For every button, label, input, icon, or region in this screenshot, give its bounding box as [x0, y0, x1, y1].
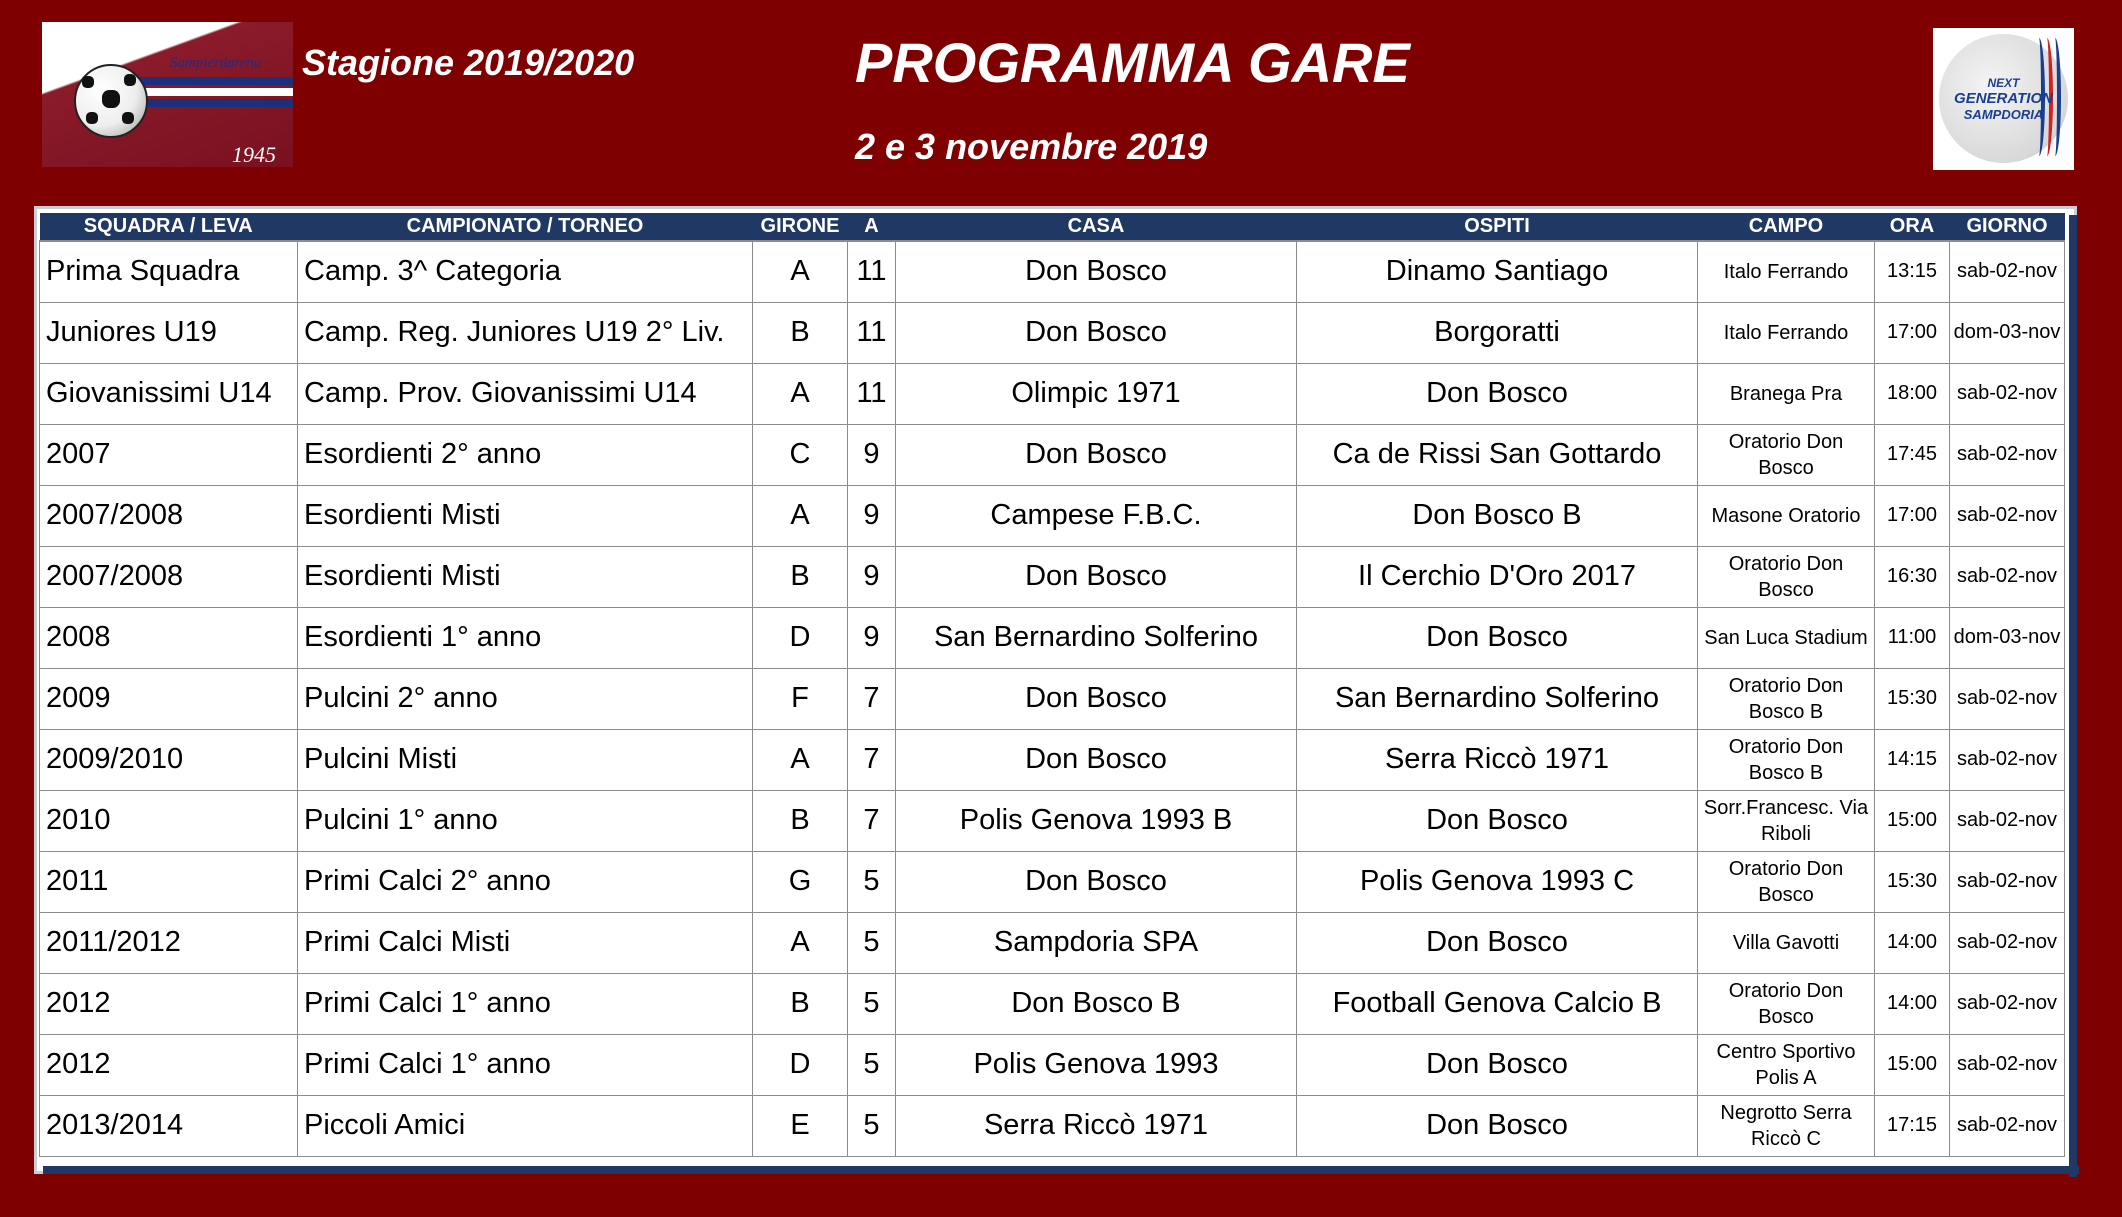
cell-a: 9 [848, 607, 896, 668]
cell-giorno: sab-02-nov [1950, 424, 2065, 485]
cell-a: 11 [848, 363, 896, 424]
cell-girone: G [753, 851, 848, 912]
club-logo [42, 22, 293, 167]
cell-campionato: Primi Calci 1° anno [298, 973, 753, 1034]
cell-girone: C [753, 424, 848, 485]
cell-ora: 17:15 [1875, 1095, 1950, 1156]
cell-squadra: 2011 [40, 851, 298, 912]
partner-logo [1933, 28, 2074, 170]
club-logo-script: Sampierdarena [170, 55, 262, 71]
cell-squadra: 2009 [40, 668, 298, 729]
cell-giorno: sab-02-nov [1950, 668, 2065, 729]
cell-casa: Sampdoria SPA [896, 912, 1297, 973]
table-row [40, 363, 2065, 424]
cell-girone: D [753, 607, 848, 668]
partner-logo-line2: GENERATION [1954, 90, 2053, 107]
cell-casa: Don Bosco [896, 668, 1297, 729]
cell-a: 9 [848, 424, 896, 485]
cell-casa: Don Bosco [896, 241, 1297, 302]
cell-casa: Don Bosco [896, 729, 1297, 790]
club-logo-stripe [122, 88, 293, 96]
cell-giorno: sab-02-nov [1950, 851, 2065, 912]
cell-a: 5 [848, 912, 896, 973]
cell-ospiti: Don Bosco [1297, 790, 1698, 851]
cell-ora: 17:45 [1875, 424, 1950, 485]
cell-campo: Oratorio Don Bosco B [1698, 729, 1875, 790]
cell-casa: Polis Genova 1993 [896, 1034, 1297, 1095]
cell-giorno: dom-03-nov [1950, 302, 2065, 363]
column-header-campo: CAMPO [1698, 213, 1875, 241]
table-row [40, 1034, 2065, 1095]
club-logo-year: 1945 [232, 142, 276, 167]
column-header-a: A [848, 213, 896, 241]
cell-ora: 15:30 [1875, 668, 1950, 729]
cell-campo: Oratorio Don Bosco [1698, 424, 1875, 485]
cell-campionato: Camp. Prov. Giovanissimi U14 [298, 363, 753, 424]
season-label: Stagione 2019/2020 [302, 42, 635, 83]
cell-ospiti: Don Bosco [1297, 607, 1698, 668]
partner-logo-line1: NEXT [1987, 76, 2020, 90]
cell-ora: 14:15 [1875, 729, 1950, 790]
club-logo-name: U.S. DON BOSCO [66, 28, 144, 58]
cell-campionato: Camp. Reg. Juniores U19 2° Liv. [298, 302, 753, 363]
cell-a: 9 [848, 546, 896, 607]
page-title: PROGRAMMA GARE [855, 31, 1410, 94]
cell-a: 5 [848, 1095, 896, 1156]
table-row [40, 424, 2065, 485]
cell-campionato: Camp. 3^ Categoria [298, 241, 753, 302]
cell-campionato: Esordienti Misti [298, 546, 753, 607]
cell-giorno: sab-02-nov [1950, 973, 2065, 1034]
cell-a: 7 [848, 668, 896, 729]
cell-squadra: 2010 [40, 790, 298, 851]
cell-squadra: 2008 [40, 607, 298, 668]
cell-a: 9 [848, 485, 896, 546]
cell-ora: 15:30 [1875, 851, 1950, 912]
cell-ospiti: Football Genova Calcio B [1297, 973, 1698, 1034]
cell-ospiti: San Bernardino Solferino [1297, 668, 1698, 729]
match-date: 2 e 3 novembre 2019 [855, 126, 1208, 167]
cell-squadra: 2011/2012 [40, 912, 298, 973]
cell-giorno: sab-02-nov [1950, 363, 2065, 424]
cell-giorno: sab-02-nov [1950, 729, 2065, 790]
cell-ora: 14:00 [1875, 973, 1950, 1034]
cell-girone: D [753, 1034, 848, 1095]
table-row [40, 790, 2065, 851]
table-row [40, 729, 2065, 790]
cell-casa: Don Bosco B [896, 973, 1297, 1034]
table-row [40, 1095, 2065, 1156]
cell-campo: Oratorio Don Bosco [1698, 546, 1875, 607]
cell-squadra: 2007/2008 [40, 485, 298, 546]
table-row [40, 302, 2065, 363]
cell-campionato: Esordienti 1° anno [298, 607, 753, 668]
table-row [40, 485, 2065, 546]
cell-giorno: sab-02-nov [1950, 546, 2065, 607]
cell-casa: Serra Riccò 1971 [896, 1095, 1297, 1156]
column-header-casa: CASA [896, 213, 1297, 241]
cell-ora: 17:00 [1875, 302, 1950, 363]
cell-campo: San Luca Stadium [1698, 607, 1875, 668]
cell-giorno: dom-03-nov [1950, 607, 2065, 668]
table-row [40, 546, 2065, 607]
cell-squadra: 2007 [40, 424, 298, 485]
cell-girone: B [753, 546, 848, 607]
table-row [40, 607, 2065, 668]
cell-campo: Centro Sportivo Polis A [1698, 1034, 1875, 1095]
cell-a: 11 [848, 302, 896, 363]
cell-ospiti: Il Cerchio D'Oro 2017 [1297, 546, 1698, 607]
column-header-campionato: CAMPIONATO / TORNEO [298, 213, 753, 241]
cell-casa: San Bernardino Solferino [896, 607, 1297, 668]
table-row [40, 912, 2065, 973]
column-header-ospiti: OSPITI [1297, 213, 1698, 241]
cell-campo: Italo Ferrando [1698, 302, 1875, 363]
cell-ospiti: Don Bosco [1297, 1034, 1698, 1095]
cell-campo: Italo Ferrando [1698, 241, 1875, 302]
cell-ospiti: Ca de Rissi San Gottardo [1297, 424, 1698, 485]
cell-giorno: sab-02-nov [1950, 485, 2065, 546]
cell-campionato: Pulcini 2° anno [298, 668, 753, 729]
cell-ospiti: Serra Riccò 1971 [1297, 729, 1698, 790]
cell-a: 7 [848, 790, 896, 851]
cell-campionato: Primi Calci 1° anno [298, 1034, 753, 1095]
cell-campionato: Esordienti Misti [298, 485, 753, 546]
cell-squadra: 2013/2014 [40, 1095, 298, 1156]
schedule-table [39, 213, 2065, 1157]
column-header-girone: GIRONE [753, 213, 848, 241]
cell-giorno: sab-02-nov [1950, 912, 2065, 973]
cell-campionato: Pulcini 1° anno [298, 790, 753, 851]
cell-ora: 15:00 [1875, 1034, 1950, 1095]
cell-ospiti: Don Bosco [1297, 912, 1698, 973]
table-row [40, 851, 2065, 912]
cell-ospiti: Borgoratti [1297, 302, 1698, 363]
cell-casa: Don Bosco [896, 424, 1297, 485]
cell-a: 5 [848, 1034, 896, 1095]
cell-girone: A [753, 912, 848, 973]
cell-a: 5 [848, 851, 896, 912]
football-icon [74, 64, 148, 138]
cell-casa: Campese F.B.C. [896, 485, 1297, 546]
cell-ora: 11:00 [1875, 607, 1950, 668]
cell-ospiti: Don Bosco B [1297, 485, 1698, 546]
cell-squadra: 2012 [40, 1034, 298, 1095]
cell-campo: Oratorio Don Bosco B [1698, 668, 1875, 729]
cell-a: 5 [848, 973, 896, 1034]
cell-girone: A [753, 729, 848, 790]
cell-squadra: 2009/2010 [40, 729, 298, 790]
cell-ora: 13:15 [1875, 241, 1950, 302]
cell-giorno: sab-02-nov [1950, 790, 2065, 851]
cell-girone: B [753, 790, 848, 851]
cell-girone: B [753, 973, 848, 1034]
cell-campo: Sorr.Francesc. Via Riboli [1698, 790, 1875, 851]
cell-casa: Don Bosco [896, 851, 1297, 912]
table-row [40, 668, 2065, 729]
cell-casa: Don Bosco [896, 302, 1297, 363]
table-row [40, 973, 2065, 1034]
cell-campo: Oratorio Don Bosco [1698, 973, 1875, 1034]
cell-girone: A [753, 363, 848, 424]
cell-ora: 16:30 [1875, 546, 1950, 607]
cell-ora: 15:00 [1875, 790, 1950, 851]
cell-campionato: Primi Calci Misti [298, 912, 753, 973]
cell-giorno: sab-02-nov [1950, 1034, 2065, 1095]
cell-giorno: sab-02-nov [1950, 241, 2065, 302]
cell-ospiti: Polis Genova 1993 C [1297, 851, 1698, 912]
club-logo-stripe [122, 77, 293, 85]
cell-squadra: Giovanissimi U14 [40, 363, 298, 424]
cell-a: 7 [848, 729, 896, 790]
schedule-table-panel [34, 206, 2077, 1174]
column-header-ora: ORA [1875, 213, 1950, 241]
column-header-giorno: GIORNO [1950, 213, 2065, 241]
cell-ospiti: Don Bosco [1297, 1095, 1698, 1156]
cell-campo: Branega Pra [1698, 363, 1875, 424]
cell-casa: Don Bosco [896, 546, 1297, 607]
cell-girone: B [753, 302, 848, 363]
cell-campo: Negrotto Serra Riccò C [1698, 1095, 1875, 1156]
partner-logo-line3: SAMPDORIA [1963, 107, 2044, 122]
cell-girone: F [753, 668, 848, 729]
cell-casa: Polis Genova 1993 B [896, 790, 1297, 851]
cell-ospiti: Don Bosco [1297, 363, 1698, 424]
cell-campionato: Piccoli Amici [298, 1095, 753, 1156]
cell-campo: Masone Oratorio [1698, 485, 1875, 546]
cell-ora: 17:00 [1875, 485, 1950, 546]
cell-campionato: Primi Calci 2° anno [298, 851, 753, 912]
cell-squadra: 2007/2008 [40, 546, 298, 607]
cell-squadra: Prima Squadra [40, 241, 298, 302]
column-header-squadra: SQUADRA / LEVA [40, 213, 298, 241]
cell-campo: Oratorio Don Bosco [1698, 851, 1875, 912]
cell-a: 11 [848, 241, 896, 302]
cell-girone: E [753, 1095, 848, 1156]
table-row [40, 241, 2065, 302]
cell-squadra: 2012 [40, 973, 298, 1034]
cell-squadra: Juniores U19 [40, 302, 298, 363]
cell-giorno: sab-02-nov [1950, 1095, 2065, 1156]
cell-girone: A [753, 485, 848, 546]
cell-ospiti: Dinamo Santiago [1297, 241, 1698, 302]
cell-ora: 18:00 [1875, 363, 1950, 424]
cell-campionato: Esordienti 2° anno [298, 424, 753, 485]
cell-casa: Olimpic 1971 [896, 363, 1297, 424]
cell-campo: Villa Gavotti [1698, 912, 1875, 973]
cell-campionato: Pulcini Misti [298, 729, 753, 790]
cell-ora: 14:00 [1875, 912, 1950, 973]
table-header-row [40, 213, 2065, 241]
cell-girone: A [753, 241, 848, 302]
